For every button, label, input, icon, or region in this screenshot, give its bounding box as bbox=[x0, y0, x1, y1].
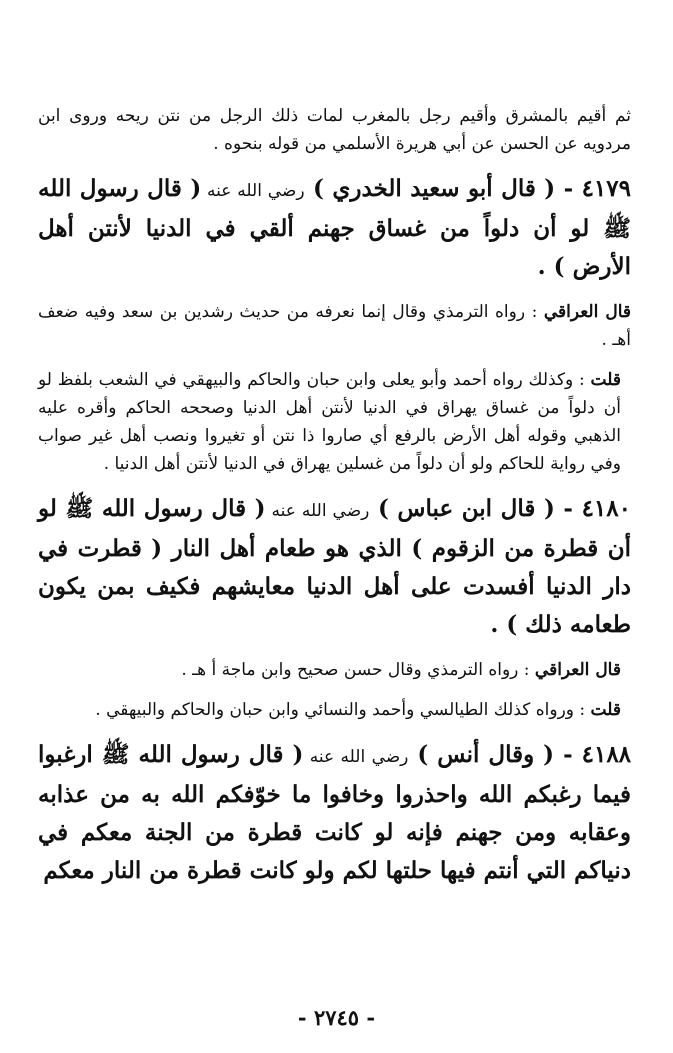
hadith-number: ٤١٧٩ - bbox=[555, 175, 631, 202]
hadith-text: ( قال رسول الله ﷺ ارغبوا فيما رغبكم الله واحذروا وخافوا ما خوّفكم الله به من عذابه وعقابه ومن جهنم فإنه لو كانت قطرة من الجنة معكم في دنياكم التي أنتم فيها حلتها لكم ولو كانت قطرة من النار معكم bbox=[38, 741, 631, 884]
hadith-text: ( قال رسول الله ﷺ لو أن قطرة من الزقوم ) الذي هو طعام أهل النار ( قطرت في دار الدنيا أفسدت على أهل الدنيا معايشهم فكيف بمن يكون طعامه ذلك ) . bbox=[38, 495, 631, 638]
hadith-number: ٤١٨٠ - bbox=[554, 495, 631, 522]
hadith-4179 bbox=[38, 170, 631, 286]
hadith-narrator: ( قال ابن عباس ) bbox=[369, 495, 555, 522]
hadith-text: ( قال رسول الله ﷺ لو أن دلواً من غساق جهنم ألقي في الدنيا لأنتن أهل الأرض ) . bbox=[38, 175, 631, 280]
iraqi-note-2 bbox=[38, 656, 631, 684]
note-text: : رواه الترمذي وقال حسن صحيح وابن ماجة أ هـ . bbox=[181, 660, 535, 680]
iraqi-note-1 bbox=[38, 298, 631, 354]
note-label: قال العراقي bbox=[543, 302, 631, 322]
note-label: قال العراقي bbox=[534, 660, 621, 680]
qultu-note-1 bbox=[38, 366, 631, 478]
narrator-blessing: رضي الله عنه bbox=[303, 747, 409, 767]
hadith-number: ٤١٨٨ - bbox=[554, 741, 632, 768]
note-text: : رواه الترمذي وقال إنما نعرفه من حديث رشدين بن سعد وفيه ضعف أهـ . bbox=[38, 302, 631, 350]
note-text: : وكذلك رواه أحمد وأبو يعلى وابن حبان والحاكم والبيهقي في الشعب بلفظ لو أن دلواً من غساق يهراق في الدنيا لأنتن أهل الدنيا وصححه الحاكم وأقره عليه الذهبي وقوله أهل الأرض بالرفع أي صاروا ذا نتن أو تغيروا ونصب أهل غير صواب وفي رواية للحاكم ولو أن دلواً من غسلين يهراق في الدنيا لأنتن أهل الدنيا . bbox=[38, 370, 621, 474]
hadith-4180 bbox=[38, 490, 631, 644]
intro-paragraph: ثم أقيم بالمشرق وأقيم رجل بالمغرب لمات ذلك الرجل من نتن ريحه وروى ابن مردويه عن الحسن عن أبي هريرة الأسلمي من قوله بنحوه . bbox=[38, 106, 631, 154]
qultu-note-2 bbox=[38, 696, 631, 724]
note-label: قلت bbox=[590, 370, 621, 390]
hadith-narrator: ( وقال أنس ) bbox=[408, 741, 555, 768]
hadith-narrator: ( قال أبو سعيد الخدري ) bbox=[304, 175, 556, 202]
narrator-blessing: رضي الله عنه bbox=[265, 501, 370, 521]
narrator-blessing: رضي الله عنه bbox=[201, 181, 305, 201]
note-text: : ورواه كذلك الطيالسي وأحمد والنسائي وابن حبان والحاكم والبيهقي . bbox=[95, 700, 591, 720]
note-label: قلت bbox=[590, 700, 621, 720]
page-number: - ٢٧٤٥ - bbox=[297, 1005, 376, 1030]
hadith-4188 bbox=[38, 736, 631, 890]
